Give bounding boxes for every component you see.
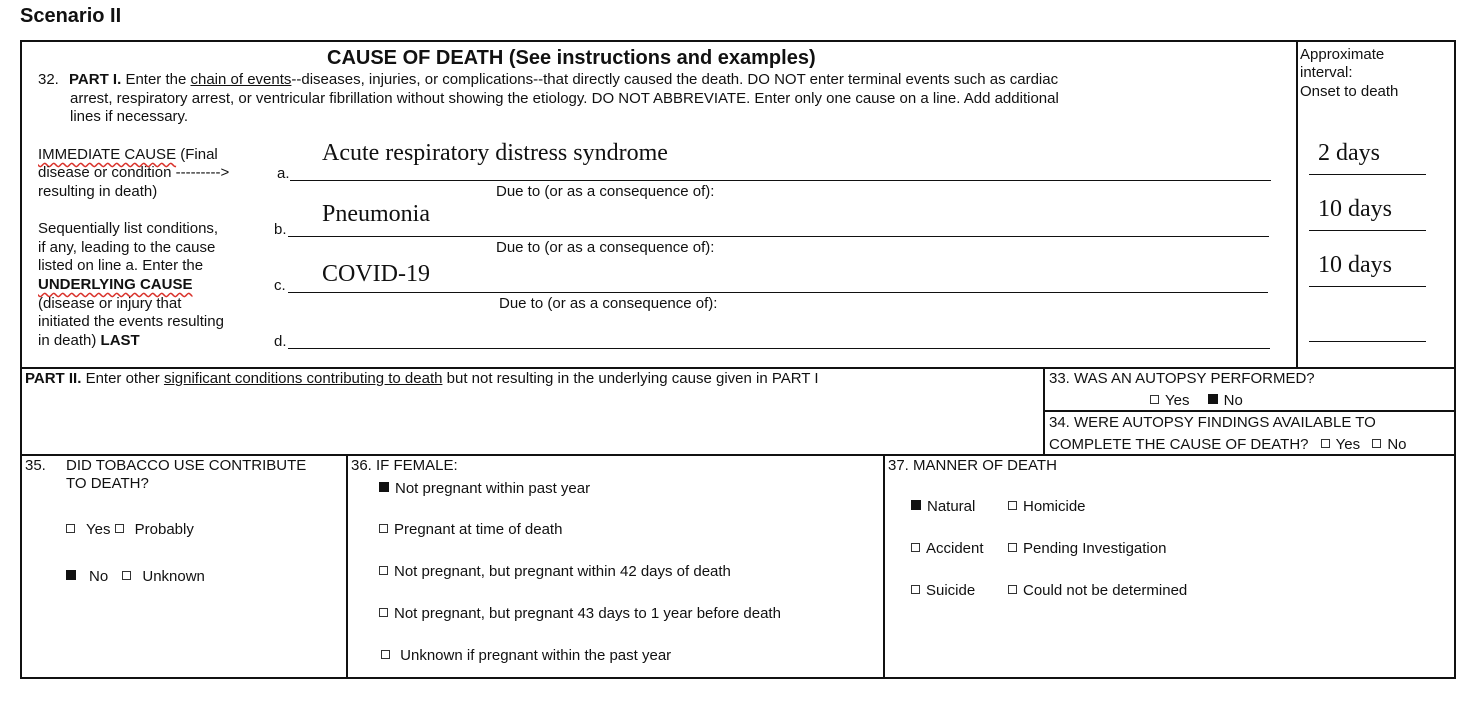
line-b-cause-input[interactable]: Pneumonia: [322, 201, 430, 227]
q37-accident-option[interactable]: [911, 540, 984, 558]
q36-option-5-label: Unknown if pregnant within the past year: [396, 647, 672, 664]
part2-text: Enter other: [85, 370, 164, 387]
q33-no-checkbox[interactable]: [1208, 394, 1218, 404]
q36-title: 36. IF FEMALE:: [351, 457, 458, 474]
due-to-label-b: Due to (or as a consequence of):: [496, 239, 715, 256]
line-c-cause-input[interactable]: COVID-19: [322, 261, 430, 287]
q33-yes-checkbox[interactable]: [1150, 395, 1159, 404]
line-a-letter: a.: [277, 165, 290, 182]
in-death-text: in death): [38, 332, 101, 349]
q35-yes-checkbox[interactable]: [66, 524, 75, 533]
q34-title-1: 34. WERE AUTOPSY FINDINGS AVAILABLE TO: [1049, 414, 1376, 431]
q36-option-3-checkbox[interactable]: [379, 566, 388, 575]
q37-pending-option[interactable]: [1008, 540, 1166, 558]
q33-options: [1150, 392, 1243, 410]
q35-no-checkbox[interactable]: [66, 570, 76, 580]
sequential-label-6: initiated the events resulting: [38, 313, 224, 330]
sequential-label-3: listed on line a. Enter the: [38, 257, 204, 274]
q34-yes-checkbox[interactable]: [1321, 439, 1330, 448]
line-a-rule: [290, 180, 1271, 181]
q35-divider: [346, 455, 348, 678]
due-to-label-a: Due to (or as a consequence of):: [496, 183, 715, 200]
q34-no-option[interactable]: [1372, 436, 1406, 453]
q35-probably-checkbox[interactable]: [115, 524, 124, 533]
q37-suicide-checkbox[interactable]: [911, 585, 920, 594]
q36-option-2-checkbox[interactable]: [379, 524, 388, 533]
q35-title-2: TO DEATH?: [66, 475, 149, 492]
q35-unknown-option[interactable]: [122, 568, 205, 585]
q36-option-3[interactable]: [379, 563, 731, 581]
q35-row-2: [66, 568, 205, 586]
q37-accident-label: Accident: [926, 540, 984, 557]
q36-option-4-label: Not pregnant, but pregnant 43 days to 1 year before death: [394, 605, 781, 622]
q37-undetermined-checkbox[interactable]: [1008, 585, 1017, 594]
q37-natural-label: Natural: [927, 498, 976, 515]
line-a-cause-input[interactable]: Acute respiratory distress syndrome: [322, 140, 668, 166]
interval-b-rule: [1309, 230, 1426, 231]
interval-b-input[interactable]: 10 days: [1318, 196, 1392, 222]
sequential-label-5: (disease or injury that: [38, 295, 182, 312]
part1-instructions-line1: [38, 71, 1058, 89]
line-b-rule: [288, 236, 1269, 237]
immediate-cause-text: IMMEDIATE CAUSE: [38, 146, 177, 163]
q36-option-1-label: Not pregnant within past year: [395, 480, 591, 497]
q33-no-option[interactable]: [1208, 392, 1243, 409]
q35-yes-label: Yes: [86, 521, 111, 538]
q34-yes-label: Yes: [1335, 436, 1361, 453]
interval-a-rule: [1309, 174, 1426, 175]
last-text: LAST: [100, 332, 140, 349]
q35-yes-option[interactable]: [66, 521, 110, 538]
item-number-32: 32.: [38, 71, 59, 88]
part2-text-cont: but not resulting in the underlying cause given in PART I: [442, 370, 819, 387]
line-d-letter: d.: [274, 333, 287, 350]
interval-header-1: Approximate: [1300, 46, 1385, 63]
q37-homicide-checkbox[interactable]: [1008, 501, 1017, 510]
part1-text: Enter the: [125, 71, 191, 88]
interval-c-rule: [1309, 286, 1426, 287]
significant-conditions-text: significant conditions contributing to death: [163, 370, 443, 387]
q37-accident-checkbox[interactable]: [911, 543, 920, 552]
sequential-label-2: if any, leading to the cause: [38, 239, 216, 256]
immediate-final-text: (Final: [176, 146, 218, 163]
q37-homicide-option[interactable]: [1008, 498, 1086, 516]
interval-header-3: Onset to death: [1300, 83, 1399, 100]
q36-option-2[interactable]: [379, 521, 562, 539]
sequential-label-7: [38, 332, 140, 350]
underlying-cause-label: UNDERLYING CAUSE: [38, 276, 193, 293]
q34-no-label: No: [1387, 436, 1407, 453]
q36-divider: [883, 455, 885, 678]
q34-title-2: COMPLETE THE CAUSE OF DEATH?: [1049, 436, 1309, 453]
q36-option-5-checkbox[interactable]: [381, 650, 390, 659]
immediate-cause-label-2: disease or condition --------->: [38, 164, 230, 181]
part2-label: PART II.: [25, 370, 82, 387]
q37-suicide-label: Suicide: [926, 582, 976, 599]
immediate-cause-label: [38, 146, 218, 164]
line-c-rule: [288, 292, 1268, 293]
interval-a-input[interactable]: 2 days: [1318, 140, 1380, 166]
q34-title-2-row: [1049, 436, 1407, 454]
q33-title: 33. WAS AN AUTOPSY PERFORMED?: [1049, 370, 1315, 387]
line-c-letter: c.: [274, 277, 286, 294]
q35-unknown-label: Unknown: [142, 568, 205, 585]
chain-of-events-text: chain of events: [190, 71, 292, 88]
q36-option-2-label: Pregnant at time of death: [394, 521, 563, 538]
q33-yes-label: Yes: [1165, 392, 1190, 409]
q35-no-label: No: [89, 568, 109, 585]
q37-pending-label: Pending Investigation: [1023, 540, 1167, 557]
q36-option-5[interactable]: [381, 647, 671, 665]
q36-option-4-checkbox[interactable]: [379, 608, 388, 617]
q37-suicide-option[interactable]: [911, 582, 975, 600]
q35-row-1: [66, 521, 194, 539]
line-b-letter: b.: [274, 221, 287, 238]
q37-natural-option[interactable]: [911, 498, 975, 516]
q37-homicide-label: Homicide: [1023, 498, 1086, 515]
q34-no-checkbox[interactable]: [1372, 439, 1381, 448]
q37-pending-checkbox[interactable]: [1008, 543, 1017, 552]
due-to-label-c: Due to (or as a consequence of):: [499, 295, 718, 312]
interval-d-rule: [1309, 341, 1426, 342]
q34-divider: [1044, 410, 1455, 412]
scenario-title: Scenario II: [20, 5, 122, 27]
q37-undetermined-label: Could not be determined: [1023, 582, 1188, 599]
interval-c-input[interactable]: 10 days: [1318, 252, 1392, 278]
q37-title: 37. MANNER OF DEATH: [888, 457, 1057, 474]
q35-number: 35.: [25, 457, 46, 474]
line-d-rule: [288, 348, 1270, 349]
part1-label: PART I.: [69, 71, 122, 88]
q36-option-1-checkbox[interactable]: [379, 482, 389, 492]
interval-column-divider: [1296, 41, 1298, 367]
part2-divider: [21, 454, 1455, 456]
part1-divider: [21, 367, 1455, 369]
part2-instructions: [25, 370, 819, 388]
part1-instructions-line2: arrest, respiratory arrest, or ventricular fibrillation without showing the etiology. DO NOT ABBREVIATE. Enter only one cause on a line. Add additional: [70, 90, 1059, 107]
death-certificate-form: [20, 40, 1456, 679]
q37-undetermined-option[interactable]: [1008, 582, 1187, 600]
q36-option-1[interactable]: [379, 480, 590, 498]
cause-of-death-heading: CAUSE OF DEATH (See instructions and examples): [327, 47, 816, 69]
q35-title-1: DID TOBACCO USE CONTRIBUTE: [66, 457, 307, 474]
part1-text-cont: --diseases, injuries, or complications--that directly caused the death. DO NOT enter terminal events such as cardiac: [291, 71, 1059, 88]
sequential-label-1: Sequentially list conditions,: [38, 220, 219, 237]
interval-header-2: interval:: [1300, 64, 1353, 81]
q35-no-option[interactable]: [66, 568, 108, 585]
q35-probably-label: Probably: [134, 521, 194, 538]
q36-option-4[interactable]: [379, 605, 781, 623]
q37-natural-checkbox[interactable]: [911, 500, 921, 510]
q33-yes-option[interactable]: [1150, 392, 1189, 409]
q35-probably-option[interactable]: [115, 521, 194, 538]
q35-unknown-checkbox[interactable]: [122, 571, 131, 580]
part1-instructions-line3: lines if necessary.: [70, 108, 189, 125]
immediate-cause-label-3: resulting in death): [38, 183, 158, 200]
q36-option-3-label: Not pregnant, but pregnant within 42 days of death: [394, 563, 731, 580]
q34-yes-option[interactable]: [1321, 436, 1360, 453]
q33-no-label: No: [1223, 392, 1243, 409]
